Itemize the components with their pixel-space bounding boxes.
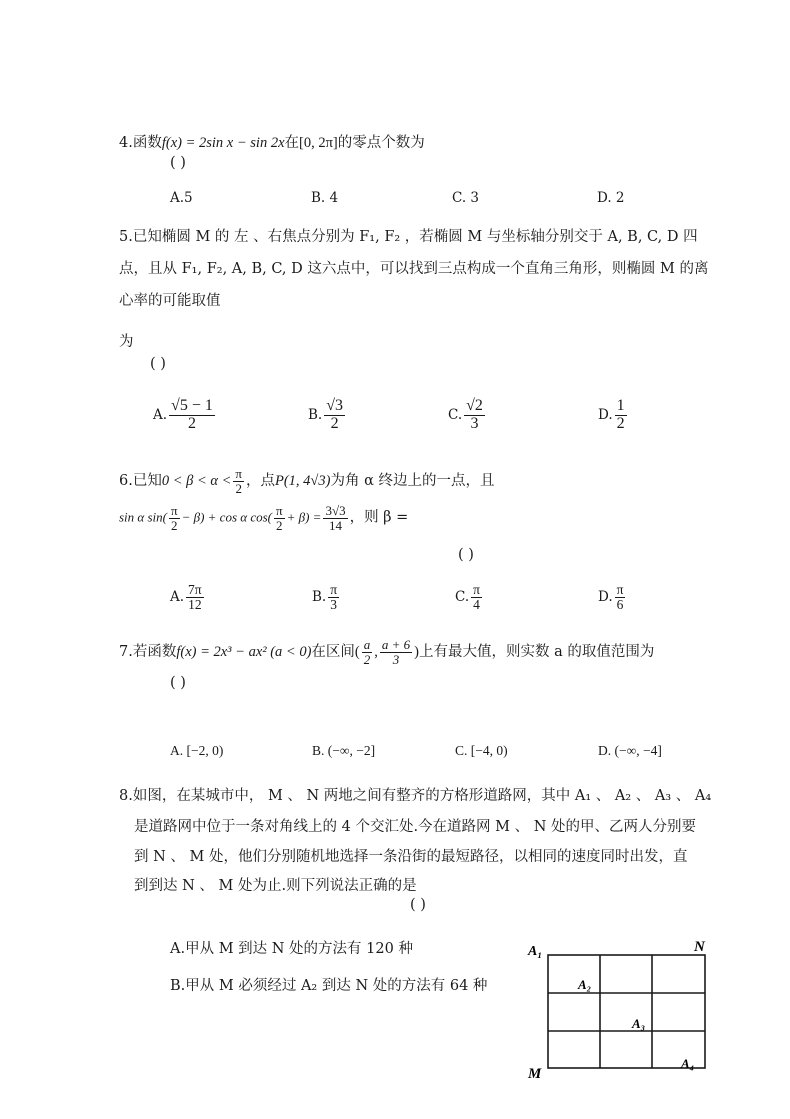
q5-option-b: B. $\frac{√3}{2}$ <box>308 397 343 432</box>
q8-line4: 到到达 N 、 M 处为止.则下列说法正确的是 <box>134 878 417 894</box>
label-m: M <box>528 1066 542 1082</box>
q8-option-b: B.甲从 M 必须经过 A₂ 到达 N 处的方法有 64 种 <box>170 978 488 994</box>
q6-option-a: A. $\frac{7\pi}{12}$ <box>170 582 202 613</box>
q5-line4: 为 <box>119 334 134 350</box>
q4-formula: f(x) = 2sin x − sin 2x <box>161 135 285 151</box>
q4-prefix: 4.函数 <box>119 135 162 151</box>
q8-line1: 8.如图，在某城市中， M 、 N 两地之间有整齐的方格形道路网，其中 A₁ 、 A₂ 、 A₃ 、 A₄ <box>119 788 712 804</box>
q8-blank: ( ) <box>410 897 426 913</box>
q4-option-b: B. 4 <box>311 190 339 206</box>
q5-line3: 心率的可能取值 <box>119 293 221 309</box>
q4-option-a: A.5 <box>170 190 193 206</box>
q4-suffix: 的零点个数为 <box>337 135 425 151</box>
q5-line2: 点，且从 F₁, F₂, A, B, C, D 这六点中，可以找到三点构成一个直角三角形，则椭圆 M 的离 <box>119 261 709 277</box>
road-grid-figure <box>520 935 720 1085</box>
q5-option-c: C. $\frac{√2}{3}$ <box>448 397 483 432</box>
q7-blank: ( ) <box>170 675 186 691</box>
q6-option-d: D. $\frac{\pi}{6}$ <box>598 582 624 613</box>
q5-option-a: A. $\frac{√5 - 1}{2}$ <box>153 397 213 432</box>
q8-option-a: A.甲从 M 到达 N 处的方法有 120 种 <box>170 941 413 957</box>
q4-mid: 在 <box>284 135 299 151</box>
q5-option-d: D. $\frac{1}{2}$ <box>598 397 625 432</box>
q6-option-c: C. $\frac{\pi}{4}$ <box>455 582 480 613</box>
q6-blank: ( ) <box>458 547 474 563</box>
q4-option-d: D. 2 <box>597 190 625 206</box>
q5-line1: 5.已知椭圆 M 的 左 、右焦点分别为 F₁, F₂ ，若椭圆 M 与坐标轴分别交于 A, B, C, D 四 <box>119 229 698 245</box>
label-a1: A₁ <box>528 944 543 959</box>
q4-stem <box>119 131 425 152</box>
q7-stem: 7.若函数f(x) = 2x³ − ax² (a < 0)在区间( $\frac{a}{2}$ , $\frac{a + 6}{3}$ )上有最大值，则实数 a 的取值范围为 <box>119 637 655 667</box>
label-a2: A₂ <box>578 977 592 992</box>
q7-option-d: D. (−∞, −4] <box>598 743 662 758</box>
grid-lines <box>548 955 705 1068</box>
label-n: N <box>694 939 705 955</box>
q6-option-b: B. $\frac{\pi}{3}$ <box>312 582 338 613</box>
q4-interval: [0, 2π] <box>299 135 338 151</box>
q8-line2: 是道路网中位于一条对角线上的 4 个交汇处.今在道路网 M 、 N 处的甲、乙两人分别要 <box>134 819 697 835</box>
q4-option-c: C. 3 <box>452 190 480 206</box>
q4-blank: ( ) <box>170 155 186 171</box>
label-a4: A₄ <box>681 1056 695 1071</box>
q6-line2: sin α sin( $\frac{\pi}{2}$ − β) + cos α cos( $\frac{\pi}{2}$ + β) = $\frac{3√3}{14}$ ，则 β = <box>119 503 409 533</box>
label-a3: A₃ <box>632 1016 646 1031</box>
q7-option-b: B. (−∞, −2] <box>312 743 376 758</box>
q7-option-c: C. [−4, 0) <box>455 743 508 758</box>
q5-blank: ( ) <box>150 356 166 372</box>
q8-line3: 到 N 、 M 处，他们分别随机地选择一条沿街的最短路径，以相同的速度同时出发，直 <box>134 849 688 865</box>
q6-line1: 6.已知0 < β < α < $\frac{\pi}{2}$ ，点P(1, 4√3)为角 α 终边上的一点，且 <box>119 466 495 496</box>
q7-option-a: A. [−2, 0) <box>170 743 224 758</box>
